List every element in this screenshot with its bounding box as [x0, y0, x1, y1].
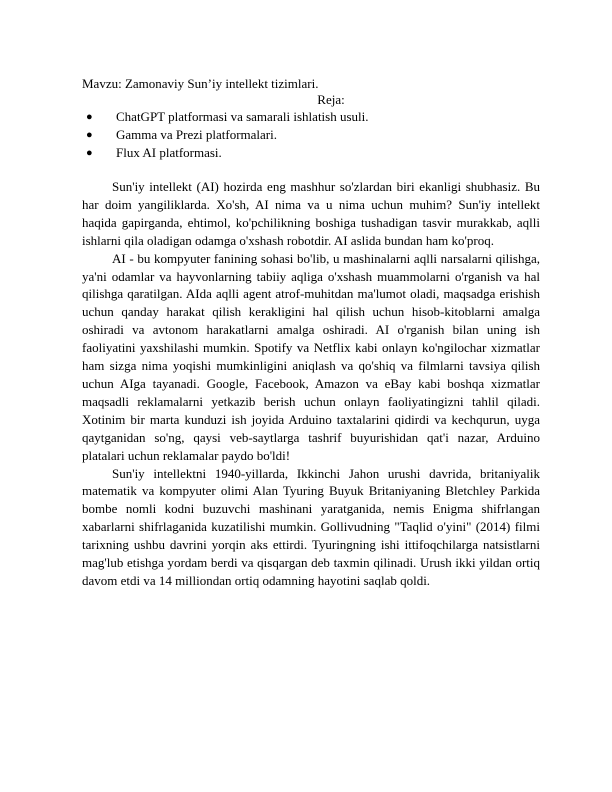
plan-heading: Reja:: [317, 92, 345, 107]
paragraph: Sun'iy intellektni 1940-yillarda, Ikkinchi Jahon urushi davrida, britaniyalik matematik va kompyuter olimi Alan Tyuring Buyuk Britaniyaning Bletchley Parkida bombe nomli kodni buzuvchi mashinani yaratganida, nemis Enigma shifrlangan xabarlarni shifrlaganida kuzatilishi mumkin. Gollivudning "Taqlid o'yini" (2014) filmi tarixning ushbu davrini yorqin aks ettirdi. Tyuringning ishi ittifoqchilarga natsistlarni mag'lub etishga yordam berdi va qisqargan deb taxmin qilinadi. Urush ikki yildan ortiq davom etdi va 14 milliondan ortiq odamning hayotini saqlab qoldi.: [82, 465, 540, 588]
bullet-icon: ●: [86, 111, 93, 123]
paragraph: Sun'iy intellekt (AI) hozirda eng mashhur so'zlardan biri ekanligi shubhasiz. Bu har doim yangiliklarda. Xo'sh, AI nima va u nima uchun muhim? Sun'iy intellekt haqida gapirganda, ehtimol, ko'pchilikning boshiga tushadigan tasvir murakkab, aqlli ishlarni qila oladigan odamga o'xshash robotdir. AI aslida bundan ham ko'proq.: [82, 179, 540, 248]
plan-item: [82, 108, 540, 126]
plan-list: [82, 108, 540, 162]
plan-item-text: Gamma va Prezi platformalari.: [116, 127, 277, 142]
plan-item: [82, 144, 540, 162]
bullet-icon: ●: [86, 147, 93, 159]
plan-item-text: ChatGPT platformasi va samarali ishlatish usuli.: [116, 109, 369, 124]
plan-item-text: Flux AI platformasi.: [116, 145, 222, 160]
plan-item: [82, 126, 540, 144]
paragraph: AI - bu kompyuter fanining sohasi bo'lib, u mashinalarni aqlli narsalarni qilishga, ya'ni odamlar va hayvonlarning tabiiy aqliga o'xshash muammolarni o'rganish va hal qilishga qaratilgan. AIda aqlli agent atrof-muhitdan ma'lumot oladi, maqsadga erishish uchun qanday harakat qilish kerakligini hal qilish uchun hisob-kitoblarni amalga oshiradi va avtonom harakatlarni amalga oshiradi. AI o'rganish bilan uning ish faoliyatini yaxshilashi mumkin. Spotify va Netflix kabi onlayn ko'ngilochar xizmatlar ham sizga nima yoqishi mumkinligini aniqlash va qo'shiq va filmlarni tavsiya qilish uchun AIga tayanadi. Google, Facebook, Amazon va eBay kabi boshqa xizmatlar maqsadli reklamalarni yetkazib berish uchun onlayn faoliyatingizni tahlil qiladi. Xotinim bir marta kunduzi ish joyida Arduino taxtalarini qidirdi va kechqurun, uyga qaytganidan so'ng, qaysi veb-saytlarga tashrif buyurishidan qat'i nazar, Arduino platalari uchun reklamalar paydo bo'ldi!: [82, 250, 540, 463]
bullet-icon: ●: [86, 129, 93, 141]
body-text: [82, 178, 540, 590]
document-topic: Mavzu: Zamonaviy Sun’iy intellekt tizimlari.: [82, 76, 319, 91]
